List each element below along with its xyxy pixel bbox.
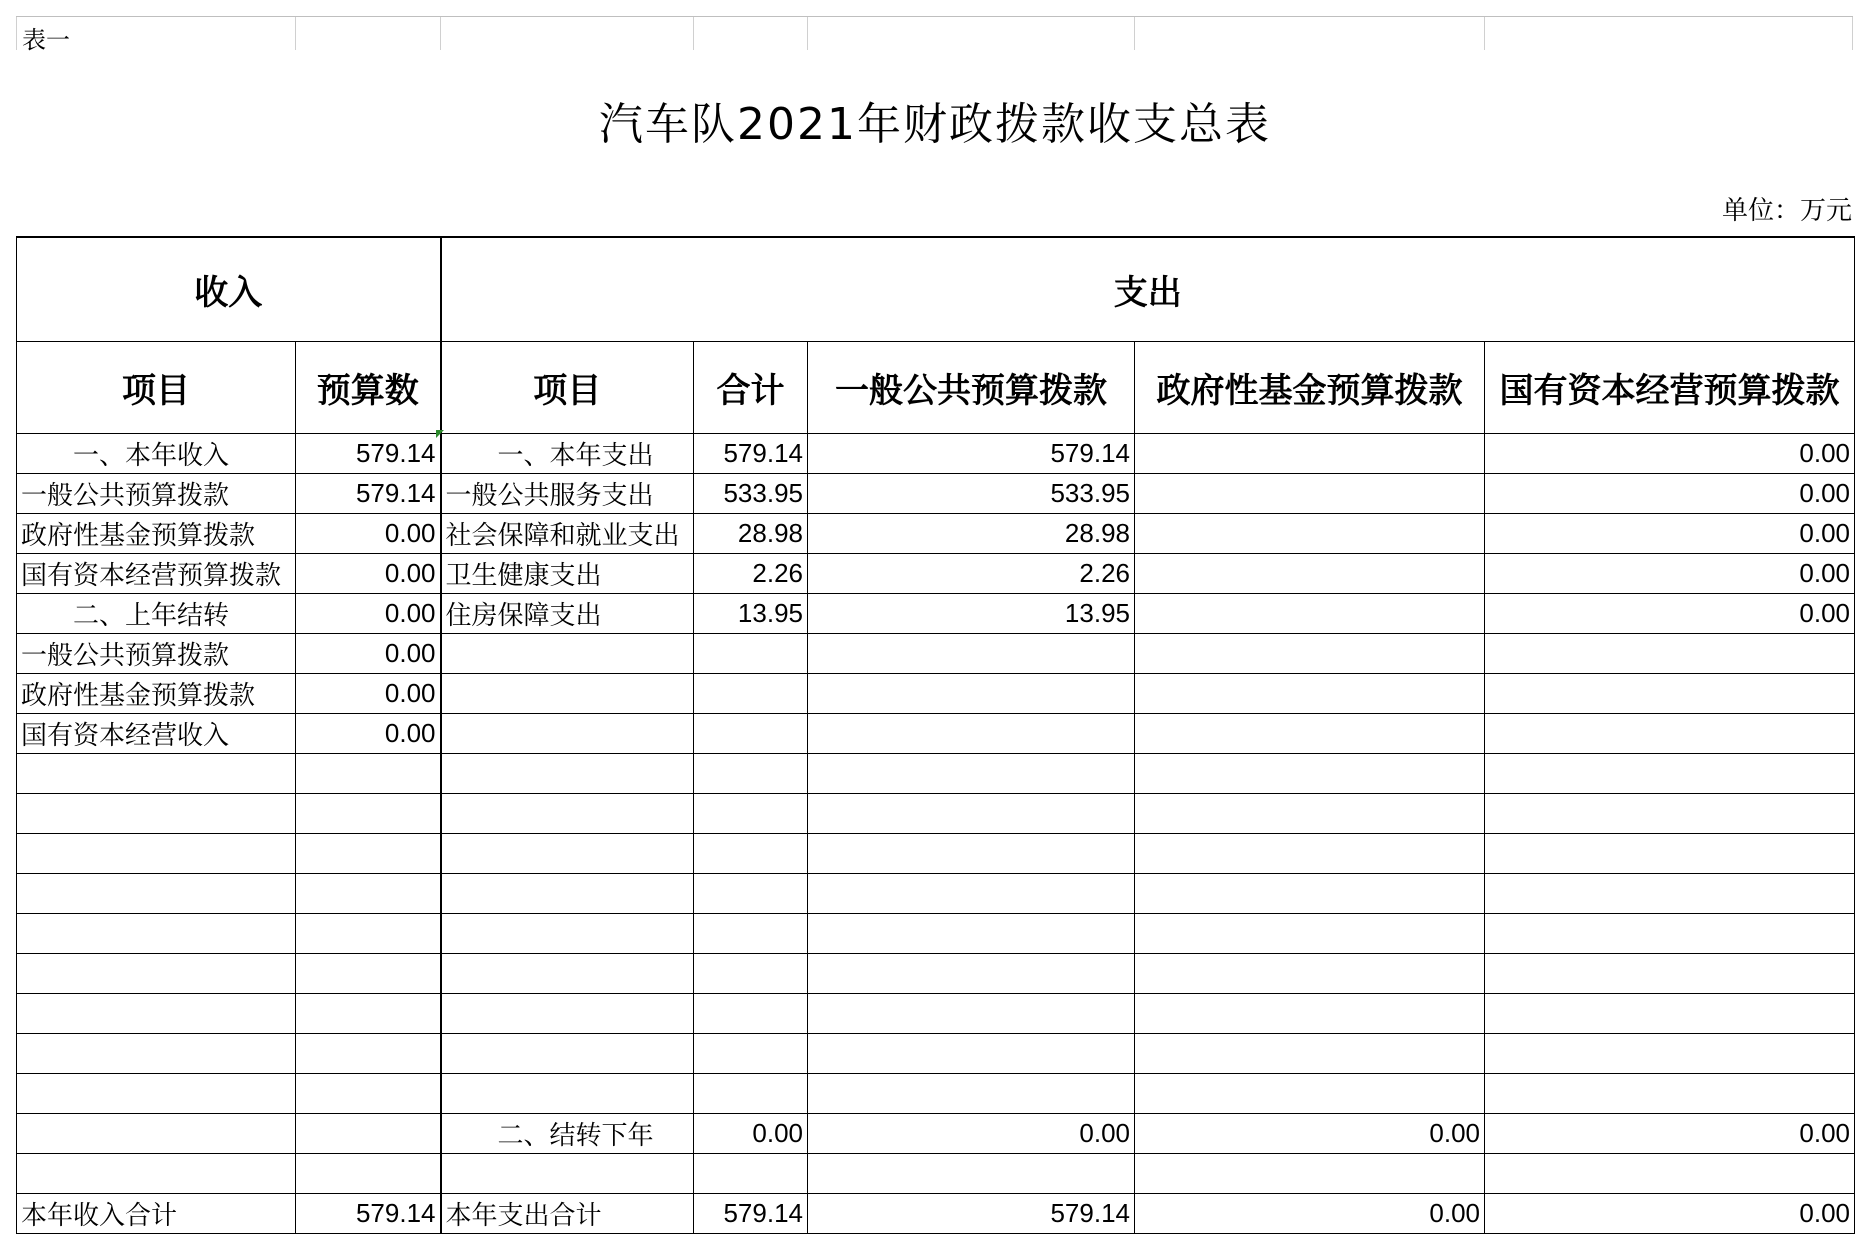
general-budget-cell[interactable]: 2.26 bbox=[808, 554, 1135, 594]
general-budget-cell[interactable]: 0.00 bbox=[808, 1114, 1135, 1154]
total-cell[interactable] bbox=[694, 834, 808, 874]
general-budget-cell[interactable]: 579.14 bbox=[808, 1194, 1135, 1234]
table-row bbox=[17, 674, 1855, 714]
general-budget-cell[interactable] bbox=[808, 834, 1135, 874]
fund-budget-cell[interactable]: 0.00 bbox=[1135, 1114, 1485, 1154]
income-item-cell[interactable]: 一、本年收入 bbox=[17, 434, 296, 474]
budget-table bbox=[16, 236, 1855, 1234]
expense-item-cell[interactable] bbox=[441, 954, 694, 994]
income-item-cell[interactable] bbox=[17, 994, 296, 1034]
state-capital-cell[interactable] bbox=[1485, 874, 1855, 914]
fund-budget-cell[interactable] bbox=[1135, 434, 1485, 474]
income-value-cell[interactable]: 579.14 bbox=[296, 434, 441, 474]
income-item-cell[interactable]: 一般公共预算拨款 bbox=[17, 474, 296, 514]
general-budget-cell[interactable]: 28.98 bbox=[808, 514, 1135, 554]
total-cell[interactable] bbox=[694, 714, 808, 754]
expense-item-cell[interactable]: 一、本年支出 bbox=[441, 434, 694, 474]
general-budget-cell[interactable]: 533.95 bbox=[808, 474, 1135, 514]
expense-item-cell[interactable]: 卫生健康支出 bbox=[441, 554, 694, 594]
income-value-cell[interactable]: 0.00 bbox=[296, 674, 441, 714]
table-row bbox=[17, 1034, 1855, 1074]
expense-item-header: 项目 bbox=[441, 342, 694, 434]
fund-budget-cell[interactable] bbox=[1135, 634, 1485, 674]
general-budget-cell[interactable] bbox=[808, 914, 1135, 954]
total-header: 合计 bbox=[694, 342, 808, 434]
income-value-cell[interactable] bbox=[296, 994, 441, 1034]
total-cell[interactable] bbox=[694, 754, 808, 794]
table-row bbox=[17, 594, 1855, 634]
fund-budget-cell[interactable] bbox=[1135, 994, 1485, 1034]
state-capital-header: 国有资本经营预算拨款 bbox=[1485, 342, 1855, 434]
general-budget-cell[interactable] bbox=[808, 1034, 1135, 1074]
table-row bbox=[17, 714, 1855, 754]
income-header: 收入 bbox=[17, 237, 441, 342]
income-item-cell[interactable] bbox=[17, 834, 296, 874]
total-cell[interactable] bbox=[694, 634, 808, 674]
fund-budget-cell[interactable] bbox=[1135, 954, 1485, 994]
income-value-cell[interactable] bbox=[296, 794, 441, 834]
expense-item-cell[interactable] bbox=[441, 994, 694, 1034]
gridline bbox=[1134, 17, 1135, 50]
page-title: 汽车队2021年财政拨款收支总表 bbox=[599, 99, 1271, 150]
state-capital-cell[interactable] bbox=[1485, 674, 1855, 714]
budget-header: 预算数 bbox=[296, 342, 441, 434]
income-item-cell[interactable] bbox=[17, 1154, 296, 1194]
gridline bbox=[1484, 17, 1485, 50]
gridline bbox=[693, 17, 694, 50]
total-cell[interactable]: 0.00 bbox=[694, 1114, 808, 1154]
total-cell[interactable] bbox=[694, 674, 808, 714]
header-row-2 bbox=[17, 342, 1855, 434]
income-item-cell[interactable]: 国有资本经营收入 bbox=[17, 714, 296, 754]
fund-budget-cell[interactable] bbox=[1135, 754, 1485, 794]
income-value-cell[interactable]: 0.00 bbox=[296, 594, 441, 634]
header-row-1 bbox=[17, 237, 1855, 342]
total-cell[interactable]: 13.95 bbox=[694, 594, 808, 634]
general-budget-cell[interactable]: 13.95 bbox=[808, 594, 1135, 634]
income-item-cell[interactable]: 政府性基金预算拨款 bbox=[17, 674, 296, 714]
total-cell[interactable] bbox=[694, 1074, 808, 1114]
general-budget-cell[interactable] bbox=[808, 674, 1135, 714]
total-cell[interactable] bbox=[694, 874, 808, 914]
state-capital-cell[interactable]: 0.00 bbox=[1485, 474, 1855, 514]
gridline bbox=[295, 17, 296, 50]
income-value-cell[interactable] bbox=[296, 1074, 441, 1114]
general-budget-header: 一般公共预算拨款 bbox=[808, 342, 1135, 434]
state-capital-cell[interactable]: 0.00 bbox=[1485, 1114, 1855, 1154]
general-budget-cell[interactable] bbox=[808, 714, 1135, 754]
income-item-cell[interactable] bbox=[17, 874, 296, 914]
income-item-cell[interactable]: 一般公共预算拨款 bbox=[17, 634, 296, 674]
total-cell[interactable]: 579.14 bbox=[694, 1194, 808, 1234]
income-item-cell[interactable]: 政府性基金预算拨款 bbox=[17, 514, 296, 554]
state-capital-cell[interactable] bbox=[1485, 1034, 1855, 1074]
sheet-label: 表一 bbox=[22, 26, 70, 54]
total-cell[interactable]: 28.98 bbox=[694, 514, 808, 554]
general-budget-cell[interactable] bbox=[808, 754, 1135, 794]
unit-label: 单位：万元 bbox=[1721, 196, 1852, 226]
fund-budget-cell[interactable] bbox=[1135, 714, 1485, 754]
table-row bbox=[17, 634, 1855, 674]
income-value-cell[interactable]: 0.00 bbox=[296, 714, 441, 754]
income-item-cell[interactable] bbox=[17, 794, 296, 834]
state-capital-cell[interactable] bbox=[1485, 994, 1855, 1034]
income-value-cell[interactable] bbox=[296, 1034, 441, 1074]
general-budget-cell[interactable]: 579.14 bbox=[808, 434, 1135, 474]
general-budget-cell[interactable] bbox=[808, 1074, 1135, 1114]
general-budget-cell[interactable] bbox=[808, 954, 1135, 994]
general-budget-cell[interactable] bbox=[808, 994, 1135, 1034]
income-item-cell[interactable]: 二、上年结转 bbox=[17, 594, 296, 634]
state-capital-cell[interactable]: 0.00 bbox=[1485, 434, 1855, 474]
state-capital-cell[interactable]: 0.00 bbox=[1485, 1194, 1855, 1234]
income-value-cell[interactable] bbox=[296, 1154, 441, 1194]
expense-item-cell[interactable] bbox=[441, 714, 694, 754]
expense-item-cell[interactable]: 本年支出合计 bbox=[441, 1194, 694, 1234]
state-capital-cell[interactable]: 0.00 bbox=[1485, 554, 1855, 594]
state-capital-cell[interactable] bbox=[1485, 754, 1855, 794]
income-value-cell[interactable]: 0.00 bbox=[296, 554, 441, 594]
cell-comment-marker bbox=[436, 430, 444, 438]
income-value-cell[interactable]: 0.00 bbox=[296, 634, 441, 674]
fund-budget-cell[interactable]: 0.00 bbox=[1135, 1194, 1485, 1234]
fund-budget-cell[interactable] bbox=[1135, 914, 1485, 954]
table-row bbox=[17, 1154, 1855, 1194]
income-item-cell[interactable] bbox=[17, 914, 296, 954]
expense-item-cell[interactable] bbox=[441, 834, 694, 874]
total-cell[interactable] bbox=[694, 794, 808, 834]
income-item-header: 项目 bbox=[17, 342, 296, 434]
income-value-cell[interactable] bbox=[296, 1114, 441, 1154]
gridline bbox=[440, 17, 441, 50]
general-budget-cell[interactable] bbox=[808, 634, 1135, 674]
income-value-cell[interactable] bbox=[296, 874, 441, 914]
table-row bbox=[17, 914, 1855, 954]
expense-item-cell[interactable] bbox=[441, 794, 694, 834]
fund-budget-cell[interactable] bbox=[1135, 554, 1485, 594]
state-capital-cell[interactable] bbox=[1485, 834, 1855, 874]
expense-item-cell[interactable] bbox=[441, 874, 694, 914]
table-row bbox=[17, 474, 1855, 514]
state-capital-cell[interactable] bbox=[1485, 714, 1855, 754]
total-cell[interactable] bbox=[694, 914, 808, 954]
table-row bbox=[17, 554, 1855, 594]
total-cell[interactable] bbox=[694, 1034, 808, 1074]
income-value-cell[interactable] bbox=[296, 754, 441, 794]
expense-item-cell[interactable] bbox=[441, 754, 694, 794]
fund-budget-cell[interactable] bbox=[1135, 514, 1485, 554]
income-value-cell[interactable] bbox=[296, 954, 441, 994]
state-capital-cell[interactable] bbox=[1485, 794, 1855, 834]
fund-budget-cell[interactable] bbox=[1135, 834, 1485, 874]
top-gridline-row bbox=[16, 16, 1853, 50]
expense-item-cell[interactable]: 住房保障支出 bbox=[441, 594, 694, 634]
expense-header: 支出 bbox=[441, 237, 1855, 342]
income-item-cell[interactable] bbox=[17, 954, 296, 994]
gridline bbox=[1852, 17, 1853, 50]
fund-budget-cell[interactable] bbox=[1135, 1074, 1485, 1114]
fund-budget-cell[interactable] bbox=[1135, 594, 1485, 634]
table-row bbox=[17, 874, 1855, 914]
table-row bbox=[17, 794, 1855, 834]
income-item-cell[interactable] bbox=[17, 1114, 296, 1154]
state-capital-cell[interactable] bbox=[1485, 914, 1855, 954]
table-row bbox=[17, 1074, 1855, 1114]
table-body bbox=[17, 434, 1855, 1234]
income-value-cell[interactable] bbox=[296, 834, 441, 874]
table-row bbox=[17, 514, 1855, 554]
expense-item-cell[interactable] bbox=[441, 1074, 694, 1114]
income-item-cell[interactable] bbox=[17, 754, 296, 794]
general-budget-cell[interactable] bbox=[808, 874, 1135, 914]
table-row bbox=[17, 834, 1855, 874]
income-item-cell[interactable] bbox=[17, 1074, 296, 1114]
general-budget-cell[interactable] bbox=[808, 1154, 1135, 1194]
fund-budget-cell[interactable] bbox=[1135, 1034, 1485, 1074]
income-item-cell[interactable]: 本年收入合计 bbox=[17, 1194, 296, 1234]
income-value-cell[interactable]: 579.14 bbox=[296, 474, 441, 514]
expense-item-cell[interactable]: 社会保障和就业支出 bbox=[441, 514, 694, 554]
income-item-cell[interactable]: 国有资本经营预算拨款 bbox=[17, 554, 296, 594]
state-capital-cell[interactable] bbox=[1485, 954, 1855, 994]
fund-budget-cell[interactable] bbox=[1135, 794, 1485, 834]
total-cell[interactable]: 2.26 bbox=[694, 554, 808, 594]
income-value-cell[interactable]: 579.14 bbox=[296, 1194, 441, 1234]
expense-item-cell[interactable]: 一般公共服务支出 bbox=[441, 474, 694, 514]
fund-budget-cell[interactable] bbox=[1135, 1154, 1485, 1194]
gridline bbox=[807, 17, 808, 50]
table-row bbox=[17, 1114, 1855, 1154]
fund-budget-cell[interactable] bbox=[1135, 674, 1485, 714]
state-capital-cell[interactable] bbox=[1485, 1074, 1855, 1114]
expense-item-cell[interactable] bbox=[441, 674, 694, 714]
table-row bbox=[17, 994, 1855, 1034]
fund-budget-cell[interactable] bbox=[1135, 874, 1485, 914]
expense-item-cell[interactable] bbox=[441, 1154, 694, 1194]
fund-budget-cell[interactable] bbox=[1135, 474, 1485, 514]
total-cell[interactable] bbox=[694, 994, 808, 1034]
income-value-cell[interactable]: 0.00 bbox=[296, 514, 441, 554]
income-value-cell[interactable] bbox=[296, 914, 441, 954]
state-capital-cell[interactable] bbox=[1485, 634, 1855, 674]
total-cell[interactable]: 579.14 bbox=[694, 434, 808, 474]
fund-budget-header: 政府性基金预算拨款 bbox=[1135, 342, 1485, 434]
expense-item-cell[interactable] bbox=[441, 1034, 694, 1074]
table-row bbox=[17, 1194, 1855, 1234]
general-budget-cell[interactable] bbox=[808, 794, 1135, 834]
state-capital-cell[interactable]: 0.00 bbox=[1485, 594, 1855, 634]
table-row bbox=[17, 954, 1855, 994]
table-row bbox=[17, 754, 1855, 794]
total-cell[interactable] bbox=[694, 1154, 808, 1194]
table-row bbox=[17, 434, 1855, 474]
expense-item-cell[interactable]: 二、结转下年 bbox=[441, 1114, 694, 1154]
total-cell[interactable]: 533.95 bbox=[694, 474, 808, 514]
expense-item-cell[interactable] bbox=[441, 914, 694, 954]
state-capital-cell[interactable]: 0.00 bbox=[1485, 514, 1855, 554]
income-item-cell[interactable] bbox=[17, 1034, 296, 1074]
expense-item-cell[interactable] bbox=[441, 634, 694, 674]
total-cell[interactable] bbox=[694, 954, 808, 994]
state-capital-cell[interactable] bbox=[1485, 1154, 1855, 1194]
gridline bbox=[16, 17, 17, 50]
